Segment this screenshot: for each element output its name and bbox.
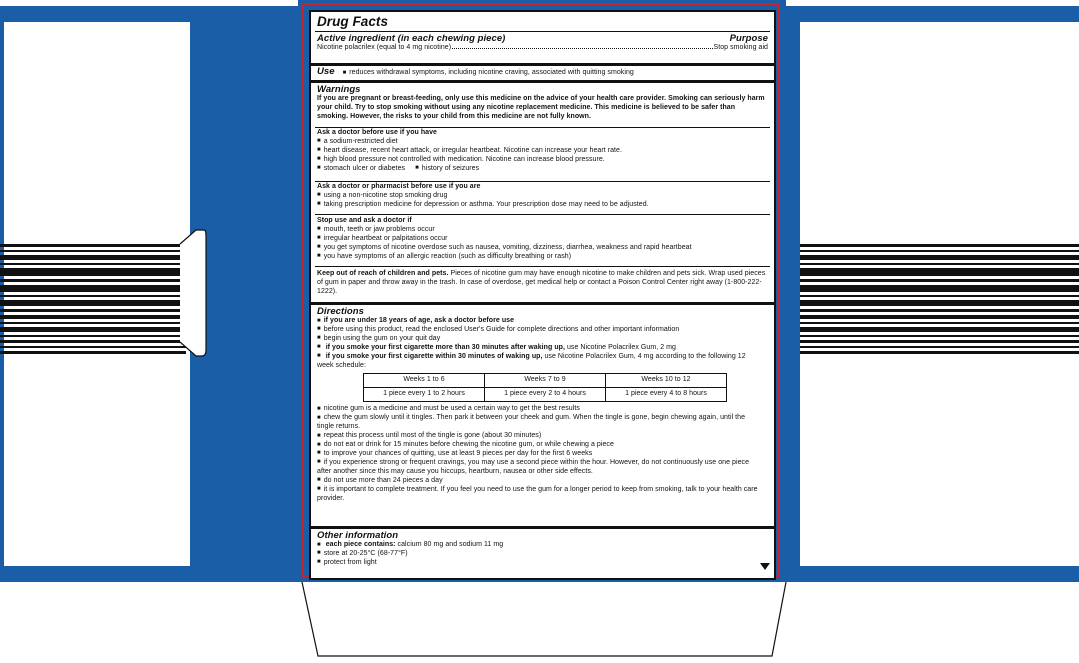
active-heading: Active ingredient (in each chewing piece): [317, 33, 506, 44]
rule: [315, 214, 770, 215]
rule: [311, 526, 774, 529]
warnings-heading: Warnings: [317, 84, 361, 95]
keep-out-heading: Keep out of reach of children and pets.: [317, 270, 449, 277]
continued-arrow-icon: [760, 563, 770, 570]
list-item: ■ repeat this process until most of the tingle is gone (about 30 minutes): [317, 432, 768, 441]
right-stripe-graphic: [800, 244, 1079, 358]
each-piece-text: calcium 80 mg and sodium 11 mg: [397, 541, 504, 548]
list-item: ■ you get symptoms of nicotine overdose such as nausea, vomiting, dizziness, diarrhea, weakness and rapid heartbeat: [317, 244, 768, 253]
active-section: [317, 33, 768, 53]
first-cig-2mg-bold: if you smoke your first cigarette more than 30 minutes after waking up,: [325, 343, 565, 351]
list-item: ■ if you experience strong or frequent cravings, you may use a second piece within the hour. However, do not continuously use one piece after another since this may cause you hiccups, heartburn, nausea or other side effects.: [317, 459, 768, 477]
warnings-section: [317, 84, 768, 122]
list-item: ■ it is important to complete treatment. If you feel you need to use the gum for a longer period to keep from smoking, talk to your health care provider.: [317, 486, 768, 504]
list-item: ■ to improve your chances of quitting, use at least 9 pieces per day for the first 6 weeks: [317, 450, 768, 459]
ask-pharmacist-heading: Ask a doctor or pharmacist before use if you are: [317, 183, 481, 190]
list-item: ■ heart disease, recent heart attack, or irregular heartbeat. Nicotine can increase your heart rate.: [317, 147, 768, 156]
rule: [311, 302, 774, 305]
first-cig-2mg-text: use Nicotine Polacrilex Gum, 2 mg: [566, 343, 676, 351]
table-cell: 1 piece every 2 to 4 hours: [485, 388, 606, 402]
use-section: [317, 66, 768, 78]
list-item: [317, 353, 768, 371]
table-cell: 1 piece every 1 to 2 hours: [364, 388, 485, 402]
list-item: ■ you have symptoms of an allergic reaction (such as difficulty breathing or rash): [317, 253, 768, 262]
list-item: ■ protect from light: [317, 559, 768, 568]
left-flap-tab-outline: [178, 226, 208, 360]
other-info-heading: Other information: [317, 530, 399, 541]
list-item: [317, 344, 768, 353]
stop-use-heading: Stop use and ask a doctor if: [317, 217, 412, 224]
left-stripe-graphic: [0, 244, 186, 358]
list-item: [317, 541, 768, 550]
list-item: ■ irregular heartbeat or palpitations occur: [317, 235, 768, 244]
rule: [315, 266, 770, 267]
rule: [311, 80, 774, 83]
rule: [315, 181, 770, 182]
drug-facts-title: Drug Facts: [317, 14, 389, 29]
list-item: ■ a sodium-restricted diet: [317, 138, 768, 147]
list-item: ■ history of seizures: [415, 165, 479, 172]
stop-use-section: [317, 217, 768, 262]
active-ingredient: Nicotine polacrilex (equal to 4 mg nicotine): [317, 44, 452, 51]
list-item: ■ high blood pressure not controlled with medication. Nicotine can increase blood pressure.: [317, 156, 768, 165]
table-header-cell: Weeks 7 to 9: [485, 374, 606, 388]
list-item: ■ taking prescription medicine for depression or asthma. Your prescription dose may need to be adjusted.: [317, 201, 768, 210]
list-item: ■ store at 20-25°C (68-77°F): [317, 550, 768, 559]
table-header-cell: Weeks 1 to 6: [364, 374, 485, 388]
warnings-intro: If you are pregnant or breast-feeding, only use this medicine on the advice of your health care provider. Smoking can seriously harm your child. Try to stop smoking without using any nicotine replacement medicine. This medicine is believed to be safer than smoking. However, the risks to your child from this medicine are not fully known.: [317, 95, 765, 120]
list-item: ■ do not eat or drink for 15 minutes before chewing the nicotine gum, or while chewing a piece: [317, 441, 768, 450]
purpose-heading: Purpose: [729, 33, 768, 44]
first-cig-4mg-bold: if you smoke your first cigarette within 30 minutes of waking up,: [325, 352, 543, 360]
rule: [315, 127, 770, 128]
list-item: ■ nicotine gum is a medicine and must be used a certain way to get the best results: [317, 405, 768, 414]
directions-heading: Directions: [317, 306, 364, 317]
list-item: ■ begin using the gum on your quit day: [317, 335, 768, 344]
list-item: ■ do not use more than 24 pieces a day: [317, 477, 768, 486]
other-info-section: [317, 530, 768, 568]
list-item: ■ chew the gum slowly until it tingles. Then park it between your cheek and gum. When the tingle is gone, begin chewing again, until the tingle returns.: [317, 414, 768, 432]
table-header-cell: Weeks 10 to 12: [606, 374, 727, 388]
directions-section: [317, 306, 768, 503]
table-row: [364, 388, 727, 402]
table-row: [364, 374, 727, 388]
list-item: ■ using a non-nicotine stop smoking drug: [317, 192, 768, 201]
use-text: ■ reduces withdrawal symptoms, including nicotine craving, associated with quitting smoking: [343, 69, 634, 76]
ask-doctor-heading: Ask a doctor before use if you have: [317, 129, 438, 136]
keep-out-text: Pieces of nicotine gum may have enough nicotine to make children and pets sick. Wrap used pieces of gum in paper and throw away in the trash. In case of overdose, get medical help or contact a Poison Control Center right away (1-800-222-1222).: [317, 270, 766, 295]
bottom-tuck-flap-outline: [290, 580, 800, 663]
active-purpose: Stop smoking aid: [713, 44, 768, 51]
list-item: ■ if you are under 18 years of age, ask a doctor before use: [317, 317, 768, 326]
list-item: ■ before using this product, read the enclosed User's Guide for complete directions and other important information: [317, 326, 768, 335]
first-cig-4mg-text: use Nicotine Polacrilex Gum, 4 mg according to the following 12 week schedule:: [317, 352, 746, 369]
keep-out-section: [317, 270, 768, 297]
drug-facts-box: [309, 10, 776, 580]
ask-doctor-section: [317, 129, 768, 174]
each-piece-bold: each piece contains:: [325, 541, 396, 548]
rule: [315, 31, 770, 32]
table-cell: 1 piece every 4 to 8 hours: [606, 388, 727, 402]
list-item: ■ mouth, teeth or jaw problems occur: [317, 226, 768, 235]
schedule-table: [363, 373, 727, 402]
ask-pharmacist-section: [317, 183, 768, 210]
use-heading: Use: [317, 66, 335, 77]
list-item: ■ stomach ulcer or diabetes: [317, 165, 405, 172]
list-item-pair: [317, 165, 768, 174]
active-ingredient-row: [317, 44, 768, 53]
